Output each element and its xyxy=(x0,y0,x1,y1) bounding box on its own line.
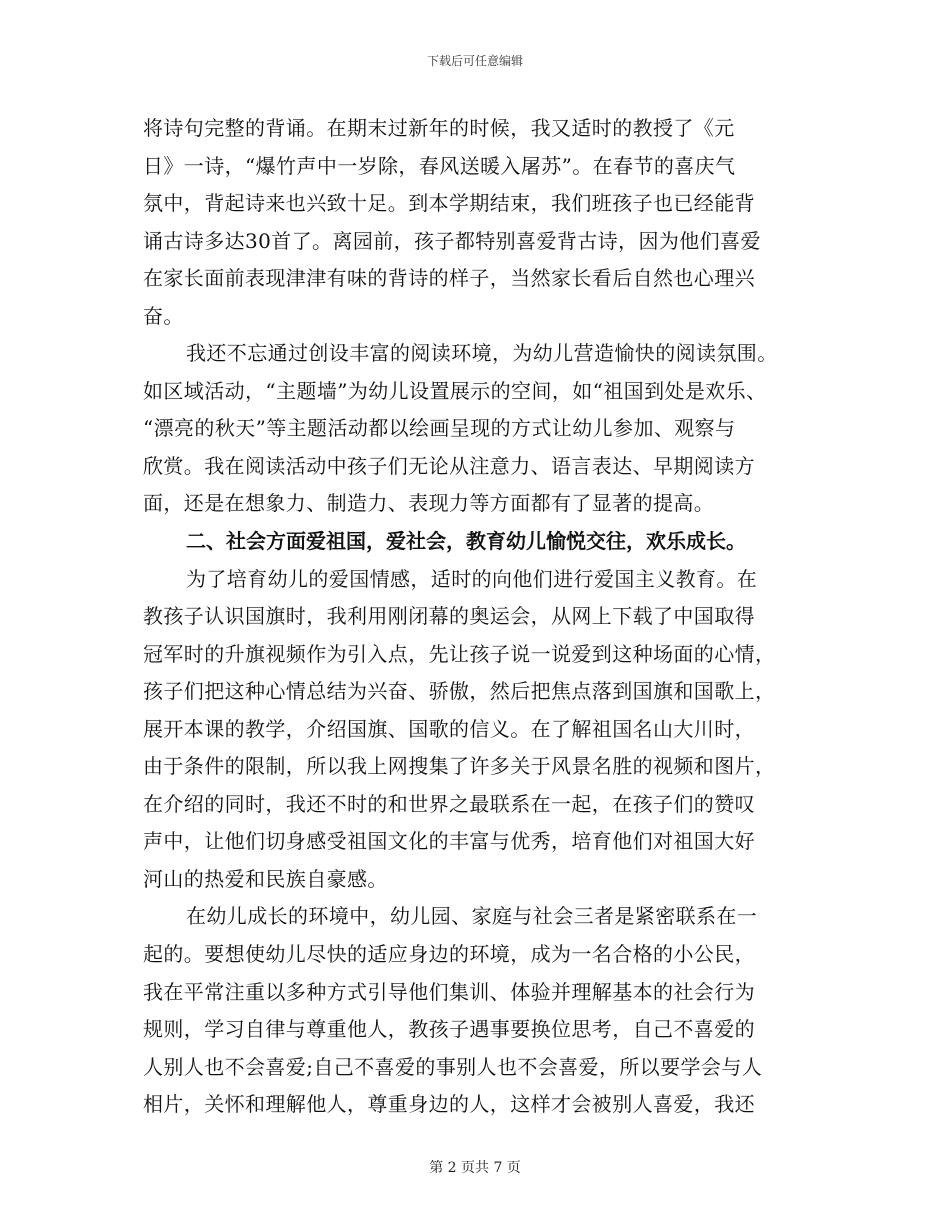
text-line: 相片，关怀和理解他人，尊重身边的人，这样才会被别人喜爱，我还 xyxy=(143,1092,755,1117)
text-line: 规则，学习自律与尊重他人，教孩子遇事要换位思考，自己不喜爱的 xyxy=(143,1017,755,1042)
text-line: 诵古诗多达30首了。离园前，孩子都特别喜爱背古诗，因为他们喜爱 xyxy=(143,228,761,253)
paragraph-start-line: 在幼儿成长的环境中，幼儿园、家庭与社会三者是紧密联系在一 xyxy=(186,904,758,929)
text-line: 由于条件的限制，所以我上网搜集了许多关于风景名胜的视频和图片， xyxy=(143,754,776,779)
text-line: 如区域活动，“主题墙”为幼儿设置展示的空间，如“祖国到处是欢乐、 xyxy=(143,378,767,403)
text-line: “漂亮的秋天”等主题活动都以绘画呈现的方式让幼儿参加、观察与 xyxy=(143,416,736,441)
text-line: 日》一诗，“爆竹声中一岁除，春风送暖入屠苏”。在春节的喜庆气 xyxy=(143,153,736,178)
text-line: 展开本课的教学，介绍国旗、国歌的信义。在了解祖国名山大川时， xyxy=(143,716,755,741)
section-heading: 二、社会方面爱祖国，爱社会，教育幼儿愉悦交往，欢乐成长。 xyxy=(186,529,746,554)
text-line: 声中，让他们切身感受祖国文化的丰富与优秀，培育他们对祖国大好 xyxy=(143,829,755,854)
text-line: 孩子们把这种心情总结为兴奋、骄傲，然后把焦点落到国旗和国歌上， xyxy=(143,679,776,704)
text-line: 人别人也不会喜爱;自己不喜爱的事别人也不会喜爱，所以要学会与人 xyxy=(143,1054,763,1079)
page-number: 第 2 页共 7 页 xyxy=(429,1160,521,1176)
text-line: 将诗句完整的背诵。在期末过新年的时候，我又适时的教授了《元 xyxy=(143,116,735,140)
text-line: 教孩子认识国旗时，我利用刚闭幕的奥运会，从网上下载了中国取得 xyxy=(143,604,755,629)
text-line: 在家长面前表现津津有味的背诗的样子，当然家长看后自然也心理兴 xyxy=(143,266,755,291)
text-line: 起的。要想使幼儿尽快的适应身边的环境，成为一名合格的小公民， xyxy=(143,942,755,967)
text-line: 我在平常注重以多种方式引导他们集训、体验并理解基本的社会行为 xyxy=(143,979,755,1004)
text-line: 奋。 xyxy=(143,303,184,328)
text-line: 在介绍的同时，我还不时的和世界之最联系在一起，在孩子们的赞叹 xyxy=(143,791,755,816)
document-body xyxy=(143,110,823,1124)
page-header: 下载后可任意编辑 xyxy=(426,54,523,68)
paragraph-start-line: 为了培育幼儿的爱国情感，适时的向他们进行爱国主义教育。在 xyxy=(186,566,758,591)
text-line: 面，还是在想象力、制造力、表现力等方面都有了显著的提高。 xyxy=(143,491,715,516)
text-line: 冠军时的升旗视频作为引入点，先让孩子说一说爱到这种场面的心情， xyxy=(143,641,776,666)
paragraph-start-line: 我还不忘通过创设丰富的阅读环境，为幼儿营造愉快的阅读氛围。 xyxy=(186,341,778,366)
text-line: 河山的热爱和民族自豪感。 xyxy=(143,866,388,891)
text-line: 氛中，背起诗来也兴致十足。到本学期结束，我们班孩子也已经能背 xyxy=(143,191,755,216)
text-line: 欣赏。我在阅读活动中孩子们无论从注意力、语言表达、早期阅读方 xyxy=(143,453,755,478)
